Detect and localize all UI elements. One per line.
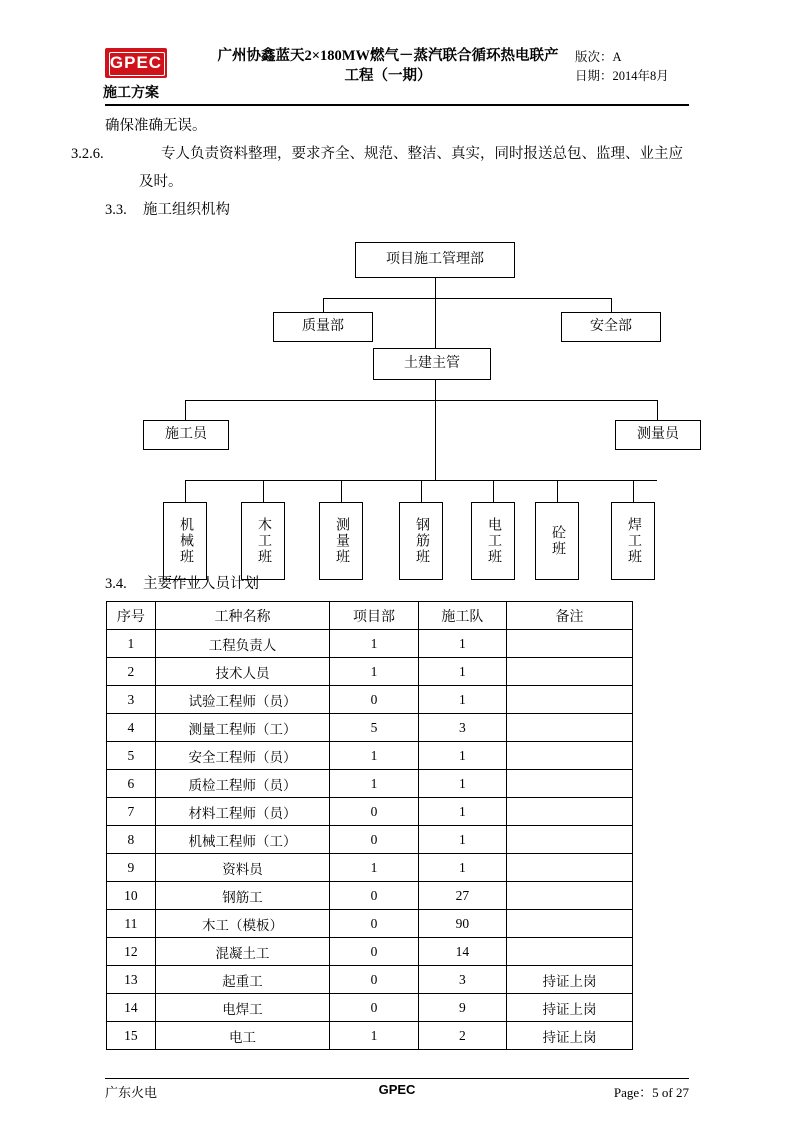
table-row xyxy=(107,910,633,938)
table-cell: 2 xyxy=(107,658,156,686)
footer-left: 广东火电 xyxy=(105,1085,158,1100)
table-cell: 钢筋工 xyxy=(155,882,330,910)
org-line xyxy=(435,278,436,298)
table-cell: 3 xyxy=(418,714,506,742)
table-cell xyxy=(507,742,633,770)
staff-plan-table-wrap xyxy=(106,601,633,1050)
page-footer xyxy=(105,1082,689,1104)
table-cell xyxy=(507,882,633,910)
table-cell xyxy=(507,798,633,826)
table-cell: 1 xyxy=(418,658,506,686)
table-cell: 起重工 xyxy=(155,966,330,994)
table-cell: 2 xyxy=(418,1022,506,1050)
header-divider xyxy=(105,104,689,106)
table-cell: 1 xyxy=(418,630,506,658)
table-cell: 5 xyxy=(330,714,418,742)
table-cell xyxy=(507,686,633,714)
table-row xyxy=(107,938,633,966)
org-line xyxy=(341,480,342,502)
table-cell: 1 xyxy=(330,658,418,686)
date-label: 日期：2014年8月 xyxy=(575,69,669,83)
org-line xyxy=(323,298,324,312)
body-line-1: 确保准确无误。 xyxy=(105,118,207,134)
table-cell: 3 xyxy=(418,966,506,994)
table-cell xyxy=(507,910,633,938)
table-row xyxy=(107,966,633,994)
table-cell: 0 xyxy=(330,798,418,826)
table-cell: 0 xyxy=(330,826,418,854)
org-node-team: 钢筋班 xyxy=(399,502,443,580)
table-cell: 资料员 xyxy=(155,854,330,882)
table-cell: 8 xyxy=(107,826,156,854)
table-cell xyxy=(507,938,633,966)
org-line xyxy=(435,298,436,348)
table-cell: 1 xyxy=(330,770,418,798)
table-cell: 1 xyxy=(418,854,506,882)
table-cell: 14 xyxy=(418,938,506,966)
org-line xyxy=(657,400,658,420)
org-node-team: 测量班 xyxy=(319,502,363,580)
org-line xyxy=(557,480,558,502)
document-title: 广州协鑫蓝天2×180MW燃气－蒸汽联合循环热电联产工程（一期） xyxy=(217,48,559,84)
staff-plan-table xyxy=(106,601,633,1050)
table-row xyxy=(107,882,633,910)
table-row xyxy=(107,742,633,770)
table-row xyxy=(107,714,633,742)
table-cell: 9 xyxy=(107,854,156,882)
org-node-team: 电工班 xyxy=(471,502,515,580)
table-cell: 1 xyxy=(330,1022,418,1050)
table-cell: 7 xyxy=(107,798,156,826)
table-cell: 1 xyxy=(418,742,506,770)
table-cell: 1 xyxy=(418,798,506,826)
column-header: 项目部 xyxy=(330,602,418,630)
org-line xyxy=(263,480,264,502)
table-cell: 5 xyxy=(107,742,156,770)
org-node-quality: 质量部 xyxy=(273,312,373,342)
page-header xyxy=(103,44,688,101)
logo-subtitle: 施工方案 xyxy=(103,86,159,101)
org-node-safety: 安全部 xyxy=(561,312,661,342)
section-title: 主要作业人员计划 xyxy=(143,576,259,592)
table-cell: 1 xyxy=(330,742,418,770)
table-row xyxy=(107,630,633,658)
org-line xyxy=(435,400,436,480)
table-cell: 12 xyxy=(107,938,156,966)
table-cell: 测量工程师（工） xyxy=(155,714,330,742)
org-line xyxy=(435,380,436,400)
table-cell: 1 xyxy=(418,686,506,714)
column-header: 序号 xyxy=(107,602,156,630)
table-cell xyxy=(507,658,633,686)
table-cell xyxy=(507,630,633,658)
org-line xyxy=(323,298,611,299)
version-label: 版次：A xyxy=(575,50,622,64)
table-cell: 1 xyxy=(330,854,418,882)
table-cell: 电工 xyxy=(155,1022,330,1050)
table-cell: 1 xyxy=(107,630,156,658)
section-3-3 xyxy=(105,196,689,224)
column-header: 工种名称 xyxy=(155,602,330,630)
table-cell: 6 xyxy=(107,770,156,798)
table-row xyxy=(107,854,633,882)
org-node-team: 砼班 xyxy=(535,502,579,580)
table-cell: 27 xyxy=(418,882,506,910)
table-row xyxy=(107,798,633,826)
section-3-4-wrap xyxy=(105,570,689,598)
table-cell: 4 xyxy=(107,714,156,742)
footer-divider xyxy=(105,1078,689,1079)
footer-page-number: Page：5 of 27 xyxy=(613,1085,689,1100)
table-cell xyxy=(507,854,633,882)
org-chart xyxy=(105,236,689,586)
table-cell: 13 xyxy=(107,966,156,994)
table-cell: 3 xyxy=(107,686,156,714)
table-cell: 11 xyxy=(107,910,156,938)
column-header: 施工队 xyxy=(418,602,506,630)
table-cell: 电焊工 xyxy=(155,994,330,1022)
table-row xyxy=(107,770,633,798)
section-number: 3.3. xyxy=(105,202,127,218)
table-cell: 持证上岗 xyxy=(507,966,633,994)
table-cell xyxy=(507,770,633,798)
org-line xyxy=(421,480,422,502)
table-cell: 材料工程师（员） xyxy=(155,798,330,826)
org-node-top: 项目施工管理部 xyxy=(355,242,515,278)
table-cell: 工程负责人 xyxy=(155,630,330,658)
table-cell xyxy=(507,826,633,854)
table-cell: 10 xyxy=(107,882,156,910)
org-node-constructor: 施工员 xyxy=(143,420,229,450)
table-cell: 持证上岗 xyxy=(507,994,633,1022)
org-line xyxy=(493,480,494,502)
logo-mark: GPEC xyxy=(105,48,167,78)
org-node-team: 机械班 xyxy=(163,502,207,580)
table-cell: 木工（模板） xyxy=(155,910,330,938)
table-cell: 0 xyxy=(330,882,418,910)
table-cell: 质检工程师（员） xyxy=(155,770,330,798)
table-cell: 试验工程师（员） xyxy=(155,686,330,714)
org-line xyxy=(611,298,612,312)
clause-3-2-6 xyxy=(71,140,689,196)
table-cell: 9 xyxy=(418,994,506,1022)
clause-text: 专人负责资料整理，要求齐全、规范、整洁、真实，同时报送总包、监理、业主应及时。 xyxy=(139,146,683,190)
table-cell: 15 xyxy=(107,1022,156,1050)
org-node-surveyor: 测量员 xyxy=(615,420,701,450)
table-cell: 0 xyxy=(330,910,418,938)
org-node-team: 木工班 xyxy=(241,502,285,580)
table-cell: 1 xyxy=(418,770,506,798)
document-body xyxy=(71,112,689,224)
table-row xyxy=(107,826,633,854)
table-cell: 0 xyxy=(330,686,418,714)
org-line xyxy=(185,480,186,502)
footer-center: GPEC xyxy=(378,1082,416,1097)
header-meta xyxy=(575,48,669,86)
table-row xyxy=(107,686,633,714)
table-cell: 14 xyxy=(107,994,156,1022)
table-cell: 0 xyxy=(330,938,418,966)
section-3-4 xyxy=(105,570,689,598)
org-node-team: 焊工班 xyxy=(611,502,655,580)
table-row xyxy=(107,994,633,1022)
org-line xyxy=(185,400,657,401)
clause-number: 3.2.6. xyxy=(71,146,104,162)
table-cell: 持证上岗 xyxy=(507,1022,633,1050)
table-cell: 机械工程师（工） xyxy=(155,826,330,854)
org-node-civil-lead: 土建主管 xyxy=(373,348,491,380)
section-number: 3.4. xyxy=(105,576,127,592)
table-cell: 1 xyxy=(330,630,418,658)
table-cell: 0 xyxy=(330,966,418,994)
table-row xyxy=(107,658,633,686)
org-line xyxy=(185,400,186,420)
table-cell: 混凝土工 xyxy=(155,938,330,966)
company-logo xyxy=(103,48,171,101)
table-cell: 安全工程师（员） xyxy=(155,742,330,770)
table-header-row xyxy=(107,602,633,630)
org-line xyxy=(633,480,634,502)
table-cell: 技术人员 xyxy=(155,658,330,686)
section-title: 施工组织机构 xyxy=(143,202,230,218)
table-cell xyxy=(507,714,633,742)
table-row xyxy=(107,1022,633,1050)
table-cell: 0 xyxy=(330,994,418,1022)
table-cell: 1 xyxy=(418,826,506,854)
table-cell: 90 xyxy=(418,910,506,938)
column-header: 备注 xyxy=(507,602,633,630)
